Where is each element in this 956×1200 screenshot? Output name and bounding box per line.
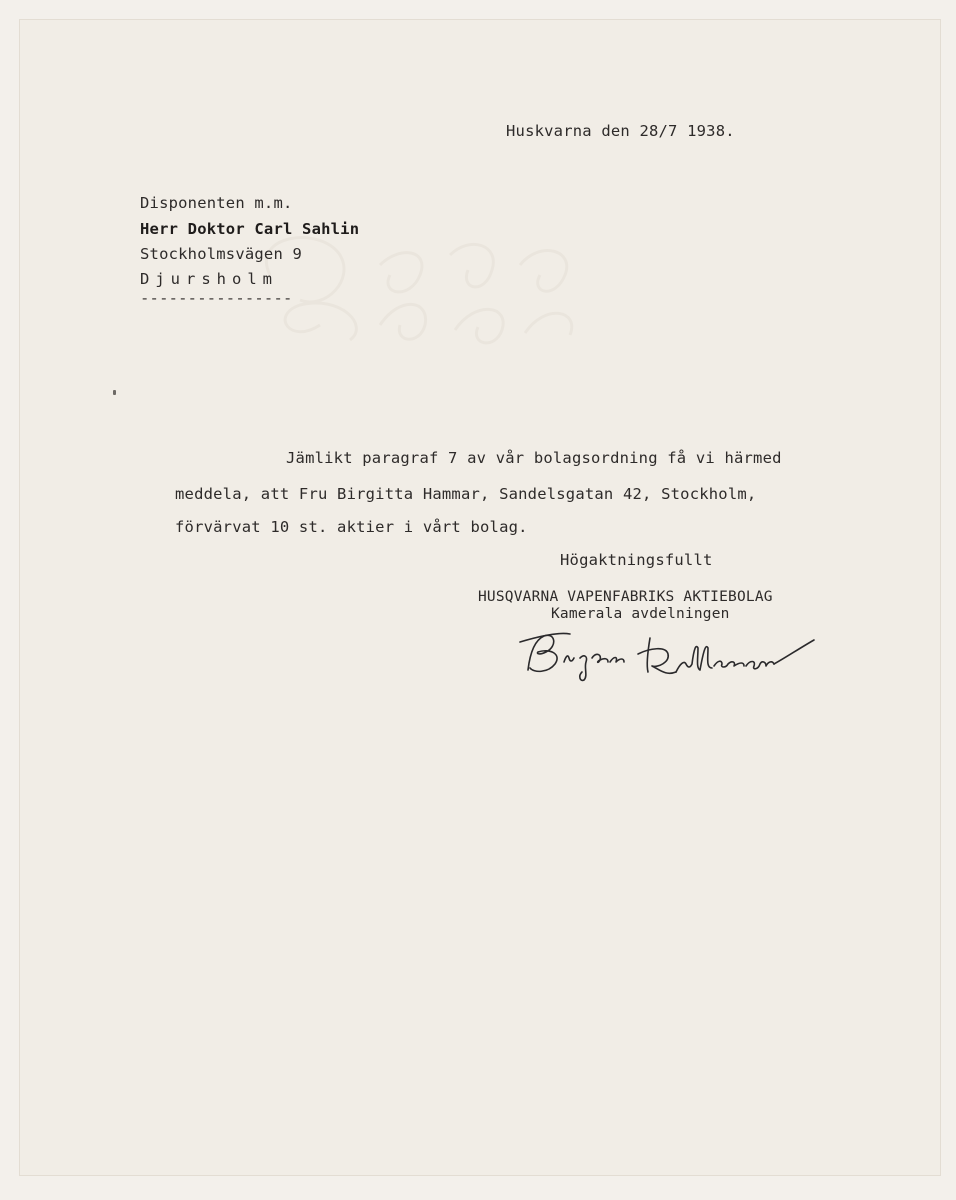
body-line-1: Jämlikt paragraf 7 av vår bolagsordning få vi härmed	[286, 449, 782, 467]
paper-speck	[113, 390, 116, 395]
letter-date: Huskvarna den 28/7 1938.	[506, 122, 735, 140]
sender-department-stamp: Kamerala avdelningen	[551, 606, 730, 622]
address-underline: ----------------	[140, 289, 293, 307]
body-line-2: meddela, att Fru Birgitta Hammar, Sandelsgatan 42, Stockholm,	[175, 485, 757, 503]
recipient-city: Djursholm	[140, 270, 278, 288]
closing-salutation: Högaktningsfullt	[560, 551, 713, 569]
sender-company-stamp: HUSQVARNA VAPENFABRIKS AKTIEBOLAG	[478, 589, 773, 605]
recipient-name: Herr Doktor Carl Sahlin	[140, 220, 360, 238]
recipient-street: Stockholmsvägen 9	[140, 245, 303, 263]
handwritten-signature	[500, 618, 830, 688]
recipient-title: Disponenten m.m.	[140, 194, 293, 212]
body-line-3: förvärvat 10 st. aktier i vårt bolag.	[175, 518, 528, 536]
